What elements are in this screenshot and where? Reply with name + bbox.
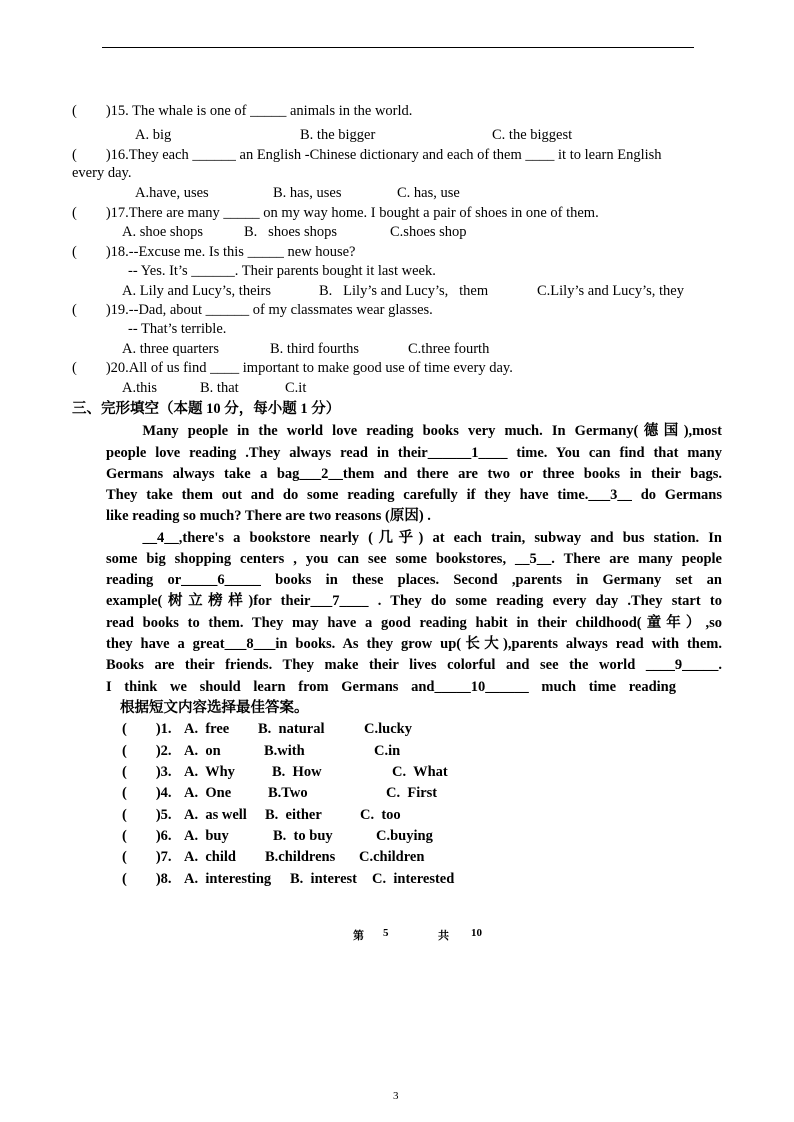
q18-option-c: C.Lily’s and Lucy’s, they — [537, 283, 684, 299]
q20-option-a: A.this — [122, 380, 158, 396]
cloze-2-option-c: C.in — [374, 743, 401, 759]
q15-option-c: C. the biggest — [492, 127, 573, 143]
q15-option-b: B. the bigger — [300, 127, 376, 143]
q20-option-c: C.it — [285, 380, 307, 396]
cloze-8-option-a: A. interesting — [184, 871, 272, 887]
q19-option-a: A. three quarters — [122, 341, 220, 357]
passage-line-8: reading or_____6_____ books in these places. Second ,parents in Germany set an — [106, 572, 722, 588]
q19-option-b: B. third fourths — [270, 341, 360, 357]
q18-option-a: A. Lily and Lucy’s, theirs — [122, 283, 272, 299]
cloze-1-option-b: B. natural — [258, 721, 325, 737]
cloze-7-option-c: C.children — [359, 849, 425, 865]
cloze-8-option-b: B. interest — [290, 871, 357, 887]
passage-line-11: they have a great___8___in books. As they grow up(长大),parents always read with them. — [106, 636, 722, 652]
cloze-5-option-c: C. too — [360, 807, 401, 823]
question-19: ( )19.--Dad, about ______ of my classmates wear glasses. — [72, 302, 433, 318]
q17-option-c: C.shoes shop — [390, 224, 467, 240]
q15-option-a: A. big — [135, 127, 172, 143]
cloze-2-option-a: A. on — [184, 743, 221, 759]
cloze-6-option-c: C.buying — [376, 828, 433, 844]
instruction: 根据短文内容选择最佳答案。 — [120, 700, 309, 716]
passage-line-13: I think we should learn from Germans and_____10______ much time reading — [106, 679, 676, 695]
cloze-4-option-c: C. First — [386, 785, 438, 801]
q19-option-c: C.three fourth — [408, 341, 490, 357]
cloze-4-number: ( )4. — [122, 785, 172, 801]
question-18: ( )18.--Excuse me. Is this _____ new house? — [72, 244, 356, 260]
footer-page-number: 5 — [383, 927, 389, 939]
passage-line-4: They take them out and do some reading carefully if they have time.___3__ do Germans — [106, 487, 722, 503]
header-rule — [102, 47, 694, 48]
q17-option-a: A. shoe shops — [122, 224, 203, 240]
footer-total-pages: 10 — [471, 927, 482, 939]
question-16-cont: every day. — [72, 165, 132, 181]
passage-line-3: Germans always take a bag___2__them and there are two or three books in their bags. — [106, 466, 722, 482]
q18-option-b: B. Lily’s and Lucy’s, them — [319, 283, 489, 299]
question-16: ( )16.They each ______ an English -Chinese dictionary and each of them ____ it to learn English — [72, 147, 662, 163]
passage-line-9: example(树立榜样)for their___7____ . They do some reading every day .They start to — [106, 593, 722, 609]
passage-line-6: __4__,there's a bookstore nearly (几乎) at each train, subway and bus station. In — [106, 530, 722, 546]
q16-option-a: A.have, uses — [135, 185, 209, 201]
question-20: ( )20.All of us find ____ important to make good use of time every day. — [72, 360, 513, 376]
cloze-6-option-a: A. buy — [184, 828, 229, 844]
cloze-2-number: ( )2. — [122, 743, 172, 759]
q16-option-b: B. has, uses — [273, 185, 342, 201]
q16-option-c: C. has, use — [397, 185, 460, 201]
footer-label-total: 共 — [438, 930, 449, 942]
q17-option-b: B. shoes shops — [244, 224, 338, 240]
cloze-2-option-b: B.with — [264, 743, 305, 759]
cloze-4-option-b: B.Two — [268, 785, 308, 801]
cloze-3-option-b: B. How — [272, 764, 322, 780]
page-number: 3 — [393, 1090, 399, 1102]
passage-line-5: like reading so much? There are two reasons (原因) . — [106, 508, 431, 524]
question-15: ( )15. The whale is one of _____ animals in the world. — [72, 103, 413, 119]
cloze-1-option-a: A. free — [184, 721, 230, 737]
footer-label-page: 第 — [353, 930, 364, 942]
cloze-7-option-a: A. child — [184, 849, 236, 865]
cloze-3-option-a: A. Why — [184, 764, 235, 780]
question-19-cont: -- That’s terrible. — [128, 321, 227, 337]
cloze-1-number: ( )1. — [122, 721, 172, 737]
passage-line-7: some big shopping centers , you can see some bookstores, __5__. There are many people — [106, 551, 722, 567]
passage-line-1: Many people in the world love reading books very much. In Germany(德国),most — [106, 423, 722, 439]
q20-option-b: B. that — [200, 380, 239, 396]
cloze-8-option-c: C. interested — [372, 871, 455, 887]
cloze-3-option-c: C. What — [392, 764, 448, 780]
cloze-5-option-a: A. as well — [184, 807, 247, 823]
cloze-8-number: ( )8. — [122, 871, 172, 887]
cloze-4-option-a: A. One — [184, 785, 232, 801]
passage-line-2: people love reading .They always read in their______1____ time. You can find that many — [106, 445, 722, 461]
cloze-7-number: ( )7. — [122, 849, 172, 865]
passage-line-10: read books to them. They may have a good reading habit in their childhood(童年）,so — [106, 615, 722, 631]
cloze-6-option-b: B. to buy — [273, 828, 333, 844]
cloze-1-option-c: C.lucky — [364, 721, 412, 737]
section-3-title: 三、完形填空（本题 10 分，每小题 1 分） — [72, 401, 341, 417]
cloze-7-option-b: B.childrens — [265, 849, 336, 865]
question-18-cont: -- Yes. It’s ______. Their parents bought it last week. — [128, 263, 436, 279]
question-17: ( )17.There are many _____ on my way home. I bought a pair of shoes in one of them. — [72, 205, 599, 221]
cloze-5-number: ( )5. — [122, 807, 172, 823]
passage-line-12: Books are their friends. They make their lives colorful and see the world ____9_____. — [106, 657, 722, 673]
cloze-6-number: ( )6. — [122, 828, 172, 844]
cloze-5-option-b: B. either — [265, 807, 322, 823]
cloze-3-number: ( )3. — [122, 764, 172, 780]
